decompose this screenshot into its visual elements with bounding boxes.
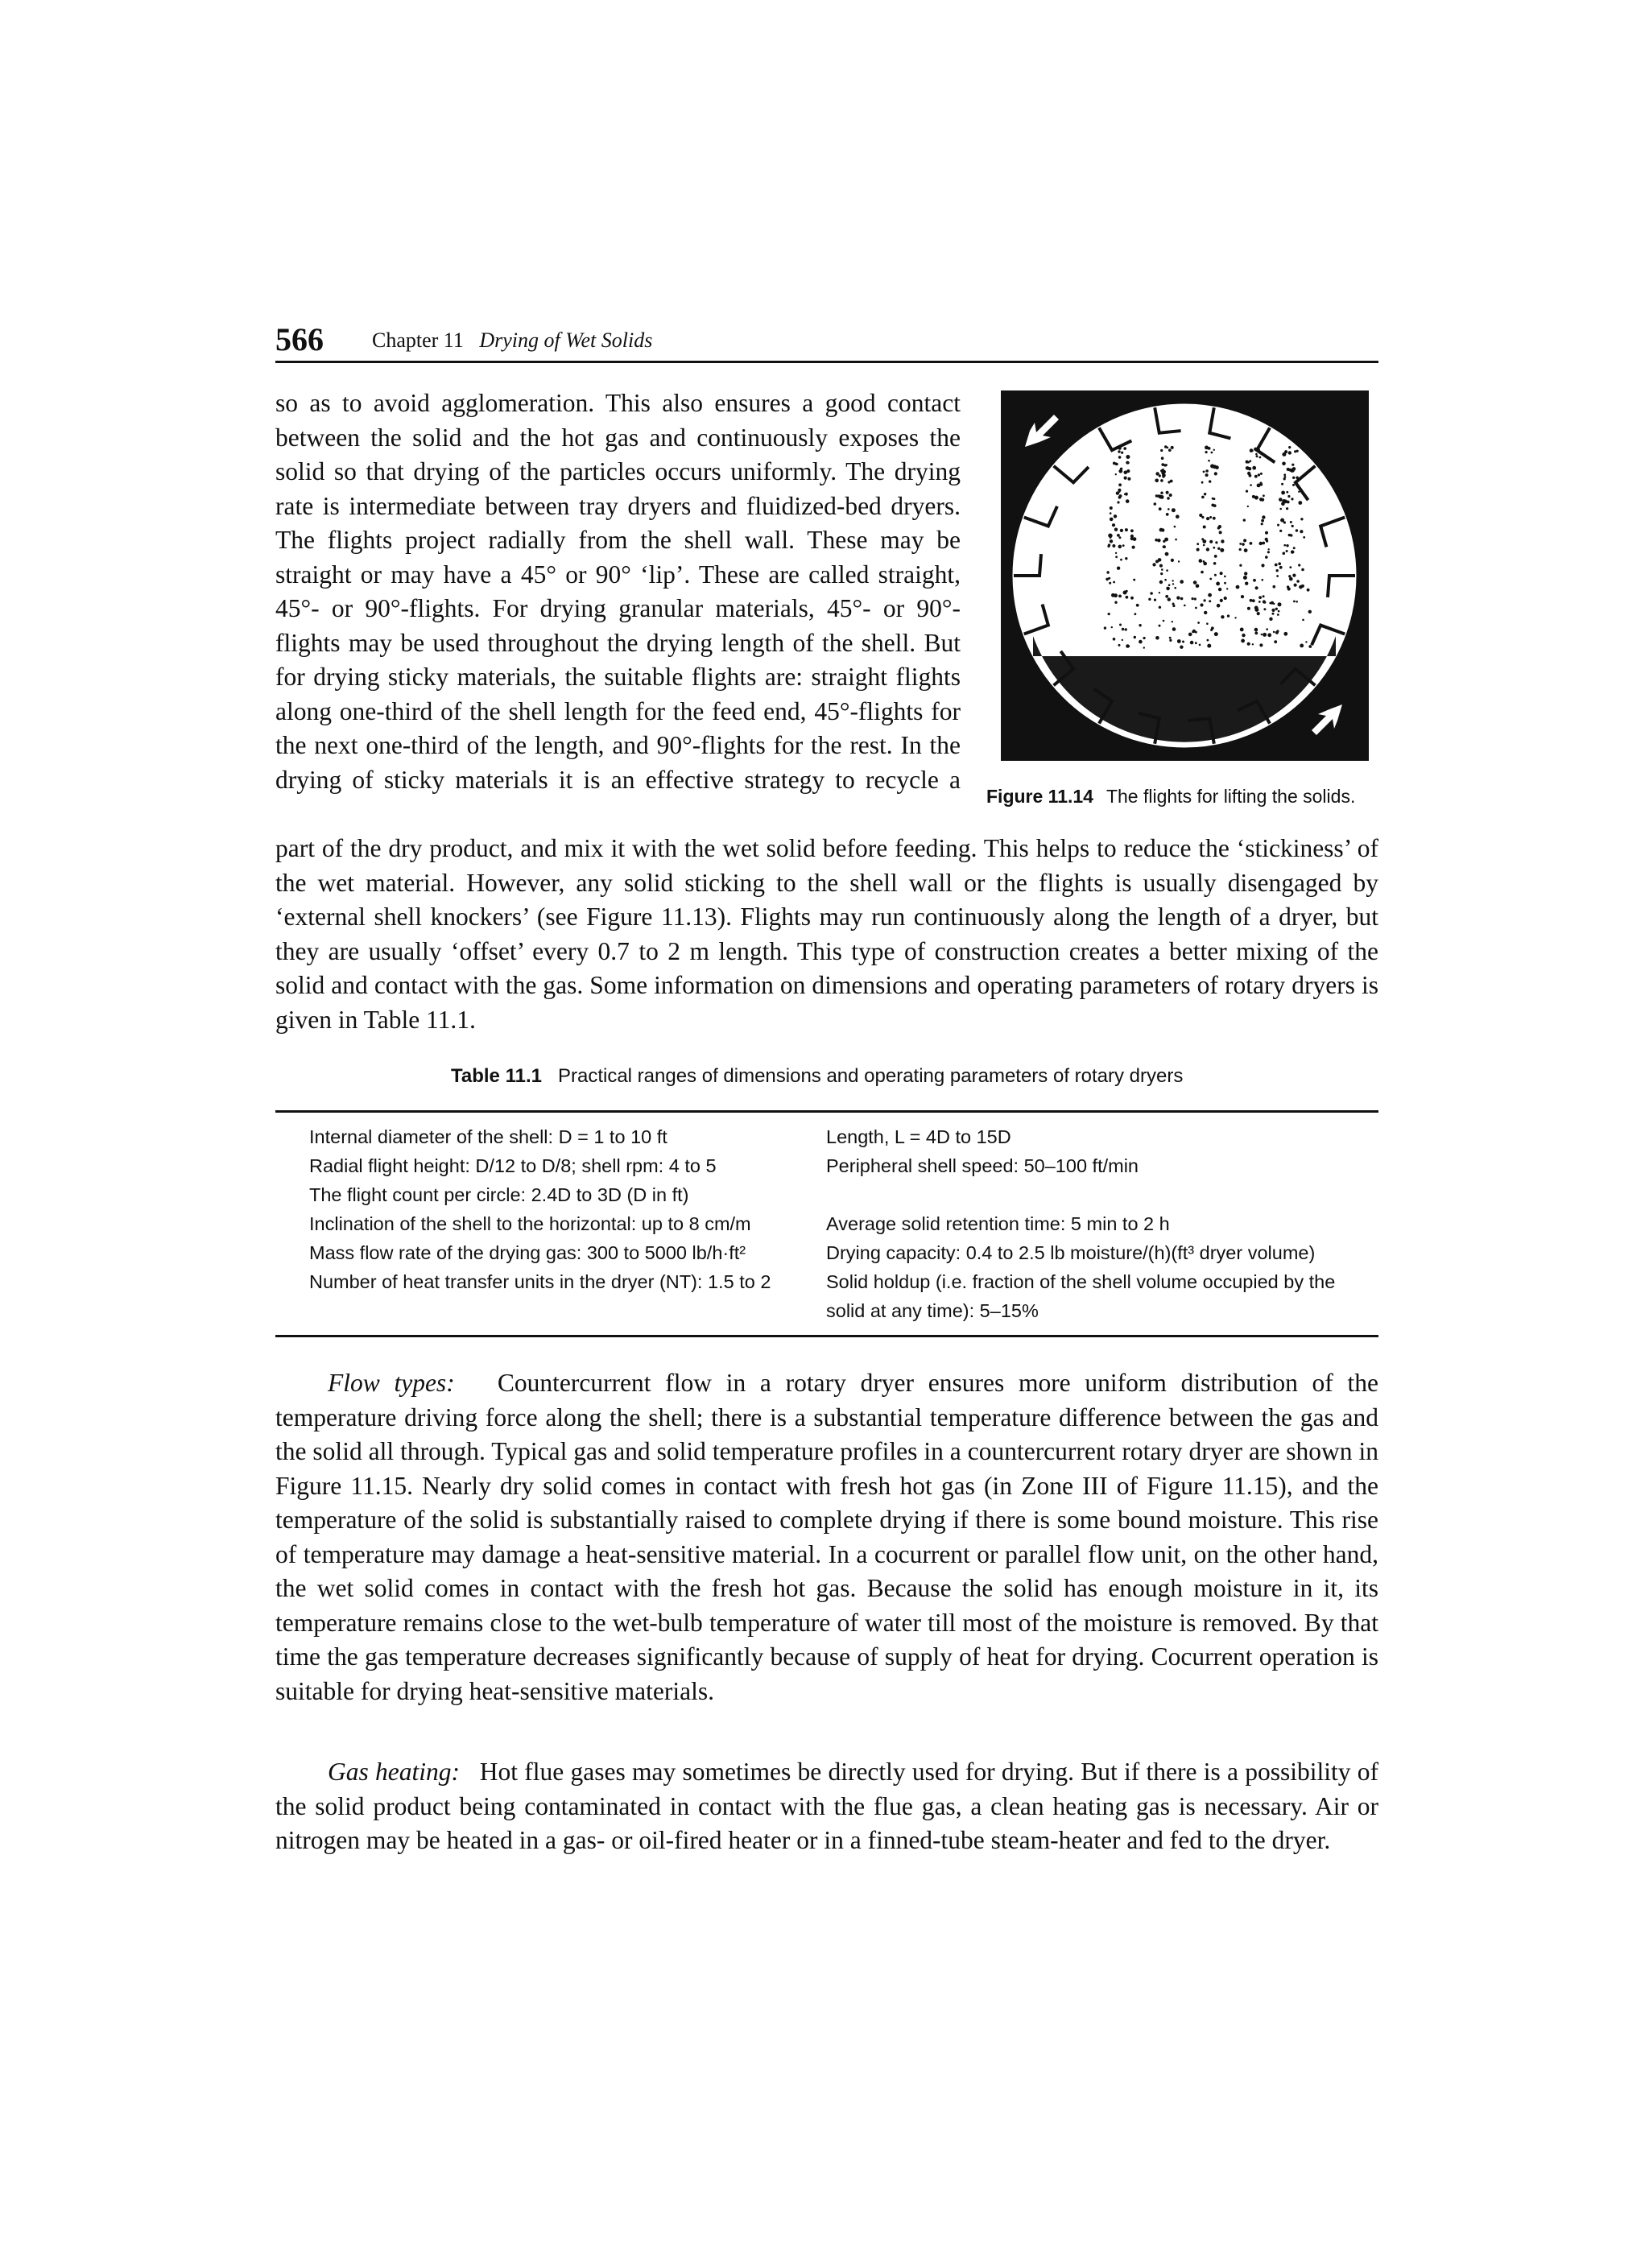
gas-heating-text: Hot flue gases may sometimes be directly used for drying. But if there is a possibility of the solid product being contaminated in contact with the flue gas, a clean heating gas is necessary. Air or nitrogen may be heated in a gas- or oil-fired heater or in a finned-tube steam-heater and fed to the dryer. [275,1758,1379,1854]
table-row [275,1151,1378,1180]
chapter-heading [372,328,652,353]
gas-heating-paragraph [275,1755,1378,1858]
table-cell: Drying capacity: 0.4 to 2.5 lb moisture/(h)(ft³ dryer volume) [826,1242,1316,1263]
intro-paragraph-wrapped: so as to avoid agglomeration. This also ensures a good contact between the solid and the hot gas and continuously exposes the solid so that drying of the particles occurs uniformly. The drying rate is intermediate between tray dryers and fluidized-bed dryers. The flights project radially from the shell wall. These may be straight or may have a 45° or 90° ‘lip’. These are called straight, 45°- or 90°-flights. For drying granular materials, 45°- or 90°-flights may be used throughout the drying length of the shell. But for drying sticky materials, the suitable flights are: straight flights along one-third of the shell length for the feed end, 45°-flights for the next one-third of the length, and 90°-flights for the rest. In the drying of sticky materials it is an effective strategy to recycle a [275,389,961,794]
table-caption [451,1065,1377,1088]
table-row [275,1209,1378,1238]
gas-heating-lead: Gas heating: [328,1758,460,1786]
table-cell: The flight count per circle: 2.4D to 3D (D in ft) [309,1184,689,1205]
table-label: Table 11.1 [451,1065,542,1087]
running-header [275,319,1378,363]
table-cell: Solid holdup (i.e. fraction of the shell volume occupied by the [826,1271,1336,1292]
table-row [275,1180,1378,1209]
table-row [275,1122,1378,1151]
table-cell: Radial flight height: D/12 to D/8; shell rpm: 4 to 5 [309,1155,717,1176]
table-cell: Number of heat transfer units in the dryer (NT): 1.5 to 2 [309,1271,771,1292]
table-cell: solid at any time): 5–15% [826,1300,1039,1321]
flow-types-paragraph [275,1366,1378,1708]
table-cell: Internal diameter of the shell: D = 1 to 10 ft [309,1126,667,1147]
table-row [275,1238,1378,1267]
flow-types-lead: Flow types: [328,1369,455,1397]
figure-caption [986,786,1381,808]
table-row [275,1267,1378,1296]
table-cell: Mass flow rate of the drying gas: 300 to 5000 lb/h·ft² [309,1242,746,1263]
table-cell: Length, L = 4D to 15D [826,1126,1011,1147]
intro-paragraph-full: part of the dry product, and mix it with the wet solid before feeding. This helps to reduce the ‘stickiness’ of the wet material. However, any solid sticking to the shell wall or the flights is usually disengaged by ‘external shell knockers’ (see Figure 11.13). Flights may run continuously along the length of a dryer, but they are usually ‘offset’ every 0.7 to 2 m length. This type of construction creates a better mixing of the solid and contact with the gas. Some information on dimensions and operating parameters of rotary dryers is given in Table 11.1. [275,834,1378,1034]
figure-label: Figure 11.14 [986,786,1093,807]
rotary-dryer-cross-section [1001,390,1369,761]
table-cell: Inclination of the shell to the horizontal: up to 8 cm/m [309,1213,751,1234]
dimensions-table [275,1110,1378,1337]
flow-types-text: Countercurrent flow in a rotary dryer ensures more uniform distribution of the temperature driving force along the shell; there is a substantial temperature difference between the gas and the solid all through. Typical gas and solid temperature profiles in a countercurrent rotary dryer are shown in Figure 11.15. Nearly dry solid comes in contact with fresh hot gas (in Zone III of Figure 11.15), and the temperature of the solid is substantially raised to complete drying if there is some bound moisture. This rise of temperature may damage a heat-sensitive material. In a cocurrent or parallel flow unit, on the other hand, the wet solid comes in contact with the fresh hot gas. Because the solid has enough moisture in it, its temperature remains close to the wet-bulb temperature of water till most of the moisture is removed. By that time the gas temperature decreases significantly because of supply of heat for drying. Cocurrent operation is suitable for drying heat-sensitive materials. [275,1369,1379,1705]
chapter-label: Chapter 11 [372,328,464,352]
figure-caption-text: The flights for lifting the solids. [1106,786,1356,807]
page-number: 566 [275,321,324,357]
table-cell [826,1180,1378,1209]
table-caption-text: Practical ranges of dimensions and operating parameters of rotary dryers [557,1065,1184,1087]
chapter-title: Drying of Wet Solids [479,328,653,352]
figure-flights-illustration [1001,390,1369,761]
table-row [275,1296,1378,1325]
table-cell [275,1296,826,1325]
table-cell: Peripheral shell speed: 50–100 ft/min [826,1155,1139,1176]
table-cell: Average solid retention time: 5 min to 2 h [826,1213,1170,1234]
